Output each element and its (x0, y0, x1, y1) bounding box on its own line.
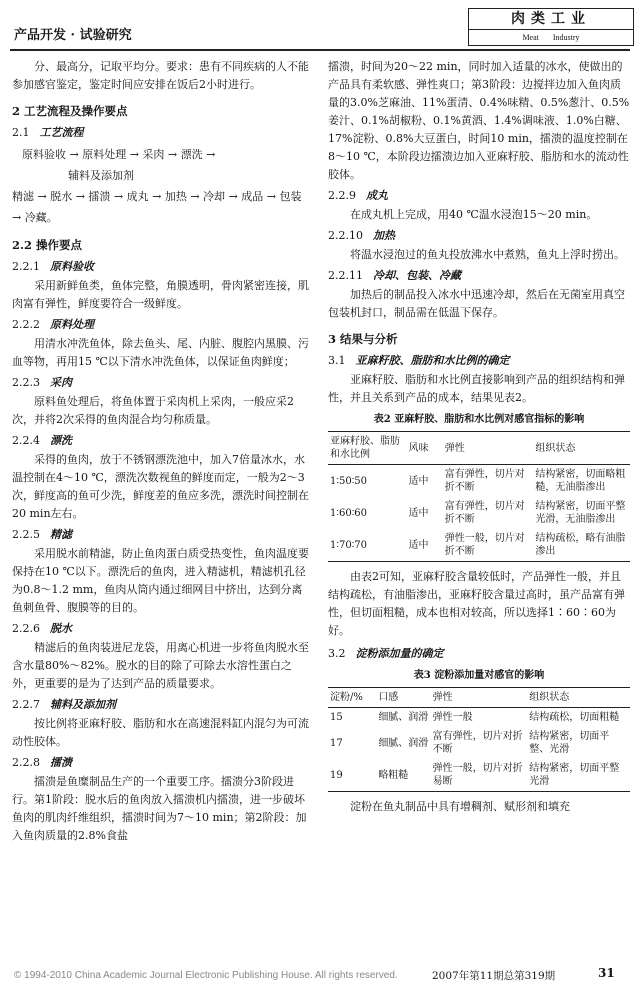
table-cell: 富有弹性，切片对折不断 (444, 469, 525, 493)
section-3-2-heading (328, 645, 630, 663)
section-title: 原料验收 (50, 260, 94, 273)
table-cell: 19 (328, 759, 376, 792)
table-cell: 15 (330, 712, 343, 723)
section-2-2-10-heading (328, 227, 630, 245)
table-cell: 富有弹性，切片对折不断 (432, 731, 523, 755)
paragraph: 淀粉在鱼丸制品中具有增稠剂、赋形剂和填充 (350, 800, 570, 813)
section-3-heading: 3 结果与分析 (328, 332, 398, 346)
paragraph: 擂溃，时间为20～22 min，同时加入适量的冰水，使做出的产品具有柔软感、弹性爽口；第3阶段：边搅拌边加入鱼肉质量的3.0%芝麻油、11%蛋清、0.4%味精、0.5%葱汁、0.5%姜汁、0.1%胡椒粉、0.1%黄酒、1.4%调味液、1.0%白糖、17%淀粉、0.8%大豆蛋白，时间10 min，擂溃的温度控制在8～10 ℃，本阶段边擂溃边加入亚麻籽胶、脂肪和水的流动性胶体。 (328, 60, 630, 181)
table-cell: 富有弹性，切片对折不断 (444, 501, 525, 525)
section-title: 淀粉添加量的确定 (355, 647, 444, 660)
section-number: 2.2.6 (12, 622, 40, 635)
journal-title-box (468, 8, 634, 46)
section-number: 2.2.2 (12, 318, 40, 331)
paragraph: 用清水冲洗鱼体，除去鱼头、尾、内脏、腹腔内黑膜、污血等物，再用15 ℃以下清水冲洗鱼体，以保证鱼肉鲜度； (12, 337, 309, 368)
section-title: 辅料及添加剂 (50, 698, 116, 711)
paragraph: 亚麻籽胶、脂肪和水比例直接影响到产品的组织结构和弹性，并且关系到产品的成本，结果见表2。 (328, 373, 625, 404)
copyright-notice: © 1994-2010 China Academic Journal Electronic Publishing House. All rights reserved. (14, 970, 398, 981)
table-cell: 弹性一般，切片对折不断 (443, 529, 534, 562)
table-cell: 适中 (407, 529, 443, 562)
section-2-2-5-heading (12, 526, 312, 544)
table-row (328, 727, 630, 759)
table-cell: 弹性一般，切片对折易断 (431, 759, 528, 792)
paragraph: 在成丸机上完成，用40 ℃温水浸泡15～20 min。 (350, 208, 598, 221)
paragraph: 擂溃是鱼糜制品生产的一个重要工序。擂溃分3阶段进行。第1阶段：脱水后的鱼肉放入擂溃机内擂溃，进一步破坏鱼肉的肌肉纤维组织，擂溃时间为7～10 min；第2阶段：加入鱼肉质量的2.8%食盐 (12, 775, 307, 842)
table-header-row (328, 432, 630, 465)
table-row (328, 465, 630, 498)
section-title: 精滤 (50, 528, 72, 541)
table-header-cell: 风味 (407, 432, 443, 465)
journal-title-cn: 肉类工业 (469, 9, 633, 30)
table-cell: 结构紧密，切面平整、光滑 (529, 731, 610, 755)
section-title: 原料处理 (50, 318, 94, 331)
section-title: 漂洗 (50, 434, 72, 447)
right-column (328, 58, 630, 816)
flow-line-1: 原料验收 → 原料处理 → 采肉 → 漂洗 → (22, 148, 216, 161)
section-number: 2.1 (12, 126, 30, 139)
issue-info: 2007年第11期总第319期 (432, 970, 556, 982)
section-2-2-4-heading (12, 432, 312, 450)
table-cell: 适中 (408, 475, 429, 487)
section-number: 2.2.8 (12, 756, 40, 769)
section-label: 产品开发 · 试验研究 (14, 28, 132, 43)
table-cell: 结构紧密，切面略粗糙，无油脂渗出 (535, 469, 626, 493)
section-number: 2.2.7 (12, 698, 40, 711)
paragraph: 原料鱼处理后，将鱼体置于采肉机上采肉，一般应采2次，并将2次采得的鱼肉混合均匀称质量。 (12, 395, 294, 426)
paragraph: 采得的鱼肉，放于不锈钢漂洗池中，加入7倍量冰水，水温控制在4～10 ℃，漂洗次数视鱼的鲜度而定，一般为2～3次，鲜度高的鱼可少洗，鲜度差的鱼应多洗，漂洗时间控制在20 min左右。 (12, 453, 309, 520)
section-3-1-heading (328, 352, 630, 370)
table-row (328, 529, 630, 562)
section-title: 亚麻籽胶、脂肪和水比例的确定 (355, 354, 510, 367)
section-number: 2.2.11 (328, 269, 363, 282)
paragraph: 采用新鲜鱼类，鱼体完整，角膜透明，骨肉紧密连接，肌肉富有弹性，鲜度要符合一级鲜度。 (12, 279, 309, 310)
table-3-caption: 表3 淀粉添加量对感官的影响 (413, 670, 545, 681)
table-row (328, 708, 630, 728)
table-2 (328, 431, 630, 562)
table-cell: 结构紧密，切面平整光滑 (527, 759, 630, 792)
section-number: 2.2.5 (12, 528, 40, 541)
page-header (0, 0, 640, 50)
section-title: 工艺流程 (39, 126, 84, 139)
paragraph: 将温水浸泡过的鱼丸投放沸水中煮熟，鱼丸上浮时捞出。 (350, 248, 625, 261)
section-2-1-heading (12, 124, 312, 142)
process-flow (12, 144, 312, 228)
table-cell: 细腻、润滑 (378, 737, 429, 749)
journal-title-en: Meat Industry (522, 33, 580, 42)
flow-line-2: 辅料及添加剂 (68, 169, 134, 182)
table-cell: 1∶70∶70 (328, 529, 407, 562)
section-number: 3.2 (328, 647, 346, 660)
section-number: 2.2.1 (12, 260, 40, 273)
section-2-2-8-heading (12, 754, 312, 772)
table-cell: 略粗糙 (376, 759, 430, 792)
table-header-cell: 亚麻籽胶、脂肪和水比例 (328, 432, 407, 465)
table-cell: 细腻、润滑 (378, 712, 429, 723)
flow-line-3: 精滤 → 脱水 → 擂溃 → 成丸 → 加热 → 冷却 → 成品 → 包装 → 冷藏。 (12, 190, 302, 224)
section-title: 采肉 (50, 376, 72, 389)
table-header-cell: 组织状态 (533, 432, 630, 465)
table-cell: 1∶60∶60 (330, 507, 368, 519)
section-title: 冷却、包装、冷藏 (373, 269, 461, 282)
section-2-heading: 2 工艺流程及操作要点 (12, 104, 128, 118)
section-2-2-11-heading (328, 267, 630, 285)
page-footer (0, 962, 640, 1000)
table-cell: 1∶50∶50 (330, 475, 368, 487)
section-title: 脱水 (50, 622, 72, 635)
table-cell: 结构疏松，切面粗糙 (529, 712, 620, 723)
paragraph: 由表2可知，亚麻籽胶含量较低时，产品弹性一般，并且结构疏松，有油脂渗出，亚麻籽胶含量过高时，虽产品富有弹性，但切面粗糙，成本也相对较高，所以选择1∶60∶60为好。 (328, 570, 625, 637)
table-2-caption: 表2 亚麻籽胶、脂肪和水比例对感官指标的影响 (373, 414, 585, 425)
table-header-cell: 口感 (376, 688, 430, 708)
table-header-cell: 淀粉/% (328, 688, 376, 708)
table-cell: 弹性一般 (432, 712, 473, 723)
section-2-2-1-heading (12, 258, 312, 276)
header-rule (10, 49, 630, 51)
table-row (328, 759, 630, 792)
section-number: 2.2.4 (12, 434, 40, 447)
table-header-cell: 弹性 (443, 432, 534, 465)
section-2-2-6-heading (12, 620, 312, 638)
section-title: 加热 (373, 229, 395, 242)
table-3 (328, 687, 630, 792)
section-2-2-2-heading (12, 316, 312, 334)
table-cell: 结构疏松，略有油脂渗出 (533, 529, 630, 562)
section-number: 2.2.9 (328, 189, 356, 202)
paragraph: 按比例将亚麻籽胶、脂肪和水在高速混料缸内混匀为可流动性胶体。 (12, 717, 309, 748)
table-header-cell: 组织状态 (527, 688, 630, 708)
intro-paragraph: 分、最高分，记取平均分。要求：患有不同疾病的人不能参加感官鉴定，鉴定时间应安排在饭后2小时进行。 (12, 60, 309, 91)
table-row (328, 497, 630, 529)
table-header-cell: 弹性 (431, 688, 528, 708)
paragraph: 精滤后的鱼肉装进尼龙袋，用离心机进一步将鱼肉脱水至含水量80%～82%。脱水的目的除了可除去水溶性蛋白之外，更重要的是为了达到产品的质量要求。 (12, 641, 309, 690)
section-number: 3.1 (328, 354, 346, 367)
section-number: 2.2.10 (328, 229, 363, 242)
paragraph: 加热后的制品投入冰水中迅速冷却，然后在无菌室用真空包装机封口，制品需在低温下保存。 (328, 288, 625, 319)
section-2-2-3-heading (12, 374, 312, 392)
paragraph: 采用脱水前精滤，防止鱼肉蛋白质受热变性，鱼肉温度要保持在10 ℃以下。漂洗后的鱼肉，进入精滤机，精滤机孔径为0.8～1.2 mm，鱼肉从筒内通过细网目中挤出，达到分离鱼刺鱼骨、腹膜等的目的。 (12, 547, 309, 614)
section-title: 成丸 (366, 189, 388, 202)
section-2-2-9-heading (328, 187, 630, 205)
page-number: 31 (598, 966, 615, 980)
left-column (12, 58, 312, 845)
table-header-row (328, 688, 630, 708)
table-cell: 17 (330, 737, 343, 749)
table-cell: 适中 (408, 507, 429, 519)
section-2-2-7-heading (12, 696, 312, 714)
section-number: 2.2.3 (12, 376, 40, 389)
section-title: 擂溃 (50, 756, 72, 769)
table-cell: 结构紧密，切面平整光滑，无油脂渗出 (535, 501, 626, 525)
section-2-2-heading: 2.2 操作要点 (12, 238, 83, 252)
